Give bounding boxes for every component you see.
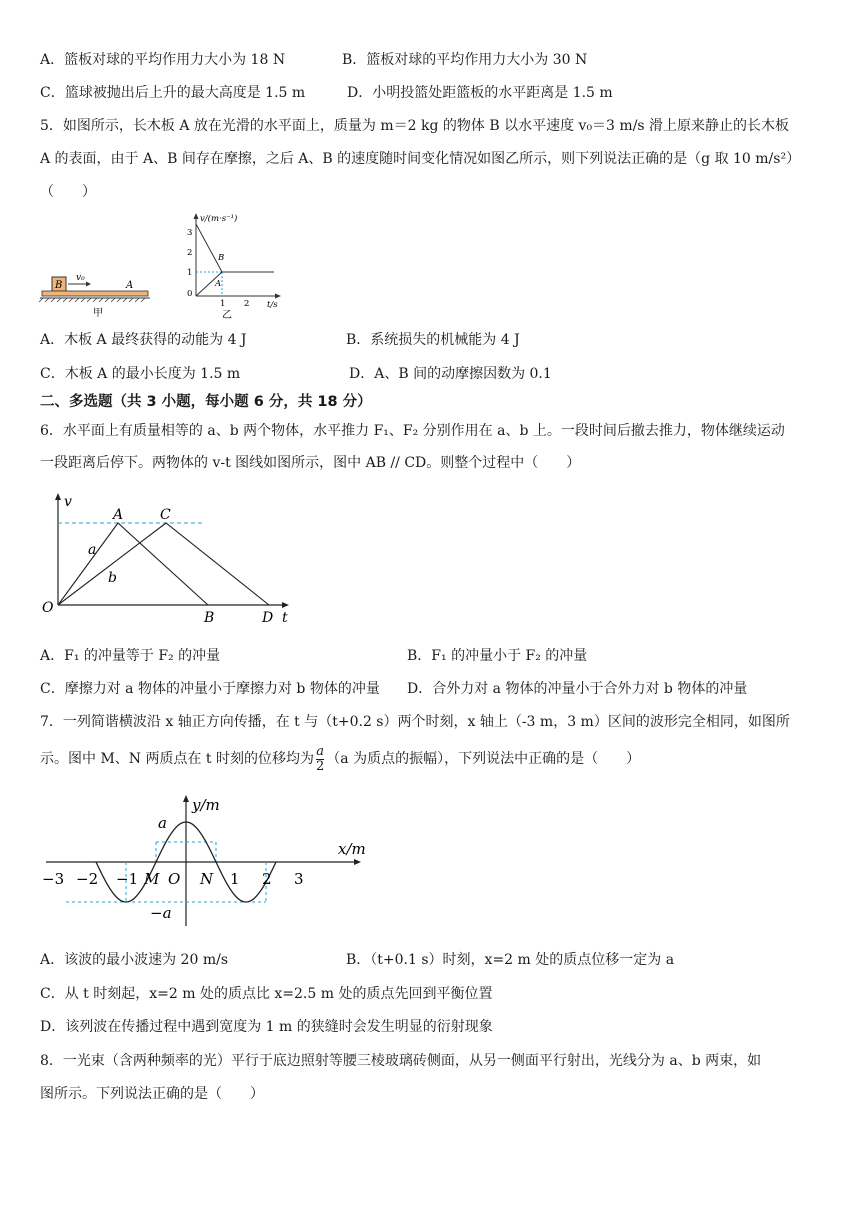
q8-stem-line2: 图所示。下列说法正确的是（ ）	[40, 1086, 264, 1102]
q5-option-c: C．木板 A 的最小长度为 1.5 m	[40, 366, 241, 382]
q7-option-c: C．从 t 时刻起，x=2 m 处的质点比 x=2.5 m 处的质点先回到平衡位置	[40, 986, 493, 1002]
q6-point-a: A	[113, 507, 124, 523]
q5-figure-jia	[38, 265, 158, 321]
q4-option-d: D．小明投篮处距篮板的水平距离是 1.5 m	[347, 85, 613, 101]
caption-jia: 甲	[93, 308, 103, 319]
q7-option-d: D．该列波在传播过程中遇到宽度为 1 m 的狭缝时会发生明显的衍射现象	[40, 1019, 493, 1035]
q7-point-m: M	[144, 870, 160, 888]
board-a	[42, 291, 148, 296]
q6-v-label: v	[64, 494, 72, 510]
q6-line-a-label: a	[88, 542, 97, 558]
q4-option-a: A．篮板对球的平均作用力大小为 18 N	[40, 52, 286, 68]
y-axis-label: v/(m·s⁻¹)	[200, 214, 238, 224]
q5-option-d: D．A、B 间的动摩擦因数为 0.1	[349, 366, 552, 382]
q7-tick-neg3: −3	[42, 870, 65, 888]
x-tick-1: 1	[220, 299, 226, 309]
q6-vt-figure	[36, 490, 306, 632]
line-b-label: B	[218, 253, 225, 263]
q7-y-label: y/m	[192, 796, 220, 814]
q6-option-a: A．F₁ 的冲量等于 F₂ 的冲量	[40, 648, 221, 664]
q7-option-a: A．该波的最小波速为 20 m/s	[40, 952, 229, 968]
q7-stem-line2	[40, 741, 640, 777]
q7-tick-neg1: −1	[116, 870, 139, 888]
q7-x-label: x/m	[338, 840, 366, 858]
q6-stem-line1: 6．水平面上有质量相等的 a、b 两个物体，水平推力 F₁、F₂ 分别作用在 a、b 上。一段时间后撤去推力，物体继续运动	[40, 423, 785, 439]
q8-stem-line1: 8．一光束（含两种频率的光）平行于底边照射等腰三棱玻璃砖侧面，从另一侧面平行射出，光线分为 a、b 两束，如	[40, 1053, 762, 1069]
block-b-label: B	[55, 280, 63, 291]
q6-option-d: D．合外力对 a 物体的冲量小于合外力对 b 物体的冲量	[407, 681, 748, 697]
y-tick-1: 1	[187, 268, 193, 278]
q6-origin: O	[42, 600, 54, 616]
caption-yi: 乙	[222, 310, 232, 321]
q4-option-c: C．篮球被抛出后上升的最大高度是 1.5 m	[40, 85, 306, 101]
q5-stem-line1: 5．如图所示，长木板 A 放在光滑的水平面上，质量为 m＝2 kg 的物体 B 以水平速度 v₀＝3 m/s 滑上原来静止的长木板	[40, 118, 790, 134]
q5-figure-yi	[180, 210, 290, 322]
q7-stem-line2-b: （a 为质点的振幅），下列说法中正确的是（ ）	[326, 751, 641, 767]
vt-series-a	[196, 272, 274, 296]
q6-stem-line2: 一段距离后停下。两物体的 v-t 图线如图所示，图中 AB // CD。则整个过程中（ ）	[40, 455, 581, 471]
v0-label: v₀	[76, 273, 85, 283]
q5-option-b: B．系统损失的机械能为 4 J	[346, 332, 520, 348]
origin-label: 0	[187, 289, 193, 299]
q6-line-a	[58, 523, 208, 605]
y-tick-3: 3	[187, 228, 193, 238]
q6-line-b-label: b	[108, 570, 117, 586]
q5-option-a: A．木板 A 最终获得的动能为 4 J	[40, 332, 247, 348]
q7-wave-figure	[40, 790, 380, 932]
q6-point-c: C	[160, 507, 171, 523]
q5-stem-line3: （ ）	[40, 184, 96, 200]
q7-point-n: N	[200, 870, 214, 888]
line-a-label: A	[215, 279, 222, 289]
q7-tick-3: 3	[294, 870, 304, 888]
q6-point-d: D	[262, 610, 274, 626]
q7-tick-2: 2	[262, 870, 272, 888]
q6-t-label: t	[282, 610, 288, 626]
q7-origin: O	[168, 870, 181, 888]
q7-tick-neg2: −2	[76, 870, 99, 888]
q7-option-b: B．（t+0.1 s）时刻，x=2 m 处的质点位移一定为 a	[346, 952, 675, 968]
q5-stem-line2: A 的表面，由于 A、B 间存在摩擦，之后 A、B 的速度随时间变化情况如图乙所示，则下列说法正确的是（g 取 10 m/s²）	[40, 151, 801, 167]
q4-option-b: B．篮板对球的平均作用力大小为 30 N	[342, 52, 588, 68]
vt-series-b	[196, 224, 274, 272]
q7-amp-neg-a: −a	[150, 904, 172, 922]
fraction-a-over-2: $\frac{a}{2}$	[316, 743, 325, 774]
q7-stem-line2-a: 示。图中 M、N 两质点在 t 时刻的位移均为	[40, 751, 315, 767]
x-tick-2: 2	[244, 299, 250, 309]
board-a-label: A	[126, 280, 134, 291]
q7-stem-line1: 7．一列简谐横波沿 x 轴正方向传播，在 t 与（t+0.2 s）两个时刻，x 轴上（-3 m，3 m）区间的波形完全相同，如图所	[40, 714, 790, 730]
q6-point-b: B	[204, 610, 215, 626]
q6-option-c: C．摩擦力对 a 物体的冲量小于摩擦力对 b 物体的冲量	[40, 681, 380, 697]
q7-tick-1: 1	[230, 870, 240, 888]
y-tick-2: 2	[187, 248, 193, 258]
q7-amp-a: a	[158, 814, 167, 832]
section-title: 二、多选题（共 3 小题，每小题 6 分，共 18 分）	[40, 394, 372, 410]
q6-option-b: B．F₁ 的冲量小于 F₂ 的冲量	[407, 648, 588, 664]
x-axis-label: t/s	[267, 300, 278, 310]
